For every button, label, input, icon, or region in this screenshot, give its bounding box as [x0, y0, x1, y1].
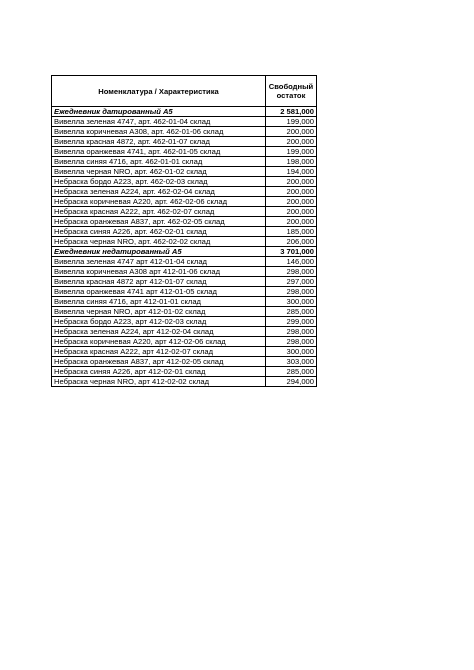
item-quantity-cell: 200,000 [266, 187, 317, 197]
item-quantity-cell: 198,000 [266, 157, 317, 167]
column-header-name: Номенклатура / Характеристика [52, 76, 266, 107]
item-name-cell: Вивелла красная 4872 арт 412-01-07 склад [52, 277, 266, 287]
table-row [52, 367, 317, 377]
item-name-cell: Вивелла зеленая 4747, арт. 462-01-04 склад [52, 117, 266, 127]
item-name-cell: Небраска красная А222, арт 412-02-07 склад [52, 347, 266, 357]
item-name-cell: Небраска синяя А226, арт. 462-02-01 склад [52, 227, 266, 237]
group-total: 3 701,000 [266, 247, 317, 257]
item-quantity-cell: 200,000 [266, 177, 317, 187]
item-name-cell: Вивелла черная NRO, арт 412-01-02 склад [52, 307, 266, 317]
table-row [52, 117, 317, 127]
item-quantity-cell: 298,000 [266, 267, 317, 277]
item-quantity-cell: 185,000 [266, 227, 317, 237]
table-row [52, 167, 317, 177]
item-name-cell: Небраска оранжевая А837, арт. 462-02-05 склад [52, 217, 266, 227]
item-quantity-cell: 200,000 [266, 127, 317, 137]
item-name-cell: Вивелла красная 4872, арт. 462-01-07 склад [52, 137, 266, 147]
table-header [52, 76, 317, 107]
item-quantity-cell: 200,000 [266, 207, 317, 217]
table-row [52, 307, 317, 317]
item-name-cell: Небраска синяя А226, арт 412-02-01 склад [52, 367, 266, 377]
item-name-cell: Небраска бордо А223, арт. 462-02-03 склад [52, 177, 266, 187]
item-quantity-cell: 146,000 [266, 257, 317, 267]
group-total: 2 581,000 [266, 107, 317, 117]
item-name-cell: Небраска оранжевая А837, арт 412-02-05 склад [52, 357, 266, 367]
item-name-cell: Вивелла оранжевая 4741, арт. 462-01-05 склад [52, 147, 266, 157]
table-row [52, 327, 317, 337]
item-name-cell: Небраска бордо А223, арт 412-02-03 склад [52, 317, 266, 327]
item-quantity-cell: 200,000 [266, 137, 317, 147]
table-row [52, 287, 317, 297]
table-row [52, 197, 317, 207]
header-row [52, 76, 317, 107]
item-quantity-cell: 300,000 [266, 347, 317, 357]
table-row [52, 317, 317, 327]
table-body [52, 107, 317, 387]
table-row [52, 207, 317, 217]
table-row [52, 347, 317, 357]
table-row [52, 187, 317, 197]
item-name-cell: Вивелла коричневая А308 арт 412-01-06 склад [52, 267, 266, 277]
group-row [52, 247, 317, 257]
table-row [52, 257, 317, 267]
item-quantity-cell: 298,000 [266, 327, 317, 337]
table-row [52, 177, 317, 187]
item-name-cell: Небраска коричневая А220, арт 412-02-06 склад [52, 337, 266, 347]
item-quantity-cell: 194,000 [266, 167, 317, 177]
item-name-cell: Небраска коричневая А220, арт. 462-02-06 склад [52, 197, 266, 207]
item-name-cell: Вивелла синяя 4716, арт. 462-01-01 склад [52, 157, 266, 167]
item-quantity-cell: 206,000 [266, 237, 317, 247]
item-quantity-cell: 199,000 [266, 147, 317, 157]
group-title: Ежедневник недатированный А5 [52, 247, 266, 257]
item-quantity-cell: 285,000 [266, 367, 317, 377]
table-row [52, 227, 317, 237]
column-header-free-stock: Свободный остаток [266, 76, 317, 107]
item-quantity-cell: 303,000 [266, 357, 317, 367]
item-quantity-cell: 298,000 [266, 337, 317, 347]
item-quantity-cell: 200,000 [266, 197, 317, 207]
item-quantity-cell: 300,000 [266, 297, 317, 307]
item-name-cell: Небраска черная NRO, арт. 462-02-02 склад [52, 237, 266, 247]
table-row [52, 137, 317, 147]
item-quantity-cell: 200,000 [266, 217, 317, 227]
table-row [52, 267, 317, 277]
group-row [52, 107, 317, 117]
stock-table [51, 75, 317, 387]
table-row [52, 277, 317, 287]
item-name-cell: Вивелла зеленая 4747 арт 412-01-04 склад [52, 257, 266, 267]
item-name-cell: Небраска черная NRO, арт 412-02-02 склад [52, 377, 266, 387]
table-row [52, 147, 317, 157]
item-quantity-cell: 199,000 [266, 117, 317, 127]
table-row [52, 127, 317, 137]
item-name-cell: Небраска красная А222, арт. 462-02-07 склад [52, 207, 266, 217]
item-name-cell: Небраска зеленая А224, арт. 462-02-04 склад [52, 187, 266, 197]
item-name-cell: Небраска зеленая А224, арт 412-02-04 склад [52, 327, 266, 337]
item-name-cell: Вивелла черная NRO, арт. 462-01-02 склад [52, 167, 266, 177]
item-quantity-cell: 285,000 [266, 307, 317, 317]
item-quantity-cell: 298,000 [266, 287, 317, 297]
item-name-cell: Вивелла синяя 4716, арт 412-01-01 склад [52, 297, 266, 307]
item-name-cell: Вивелла оранжевая 4741 арт 412-01-05 склад [52, 287, 266, 297]
table-row [52, 157, 317, 167]
table-row [52, 217, 317, 227]
table-row [52, 377, 317, 387]
item-quantity-cell: 297,000 [266, 277, 317, 287]
stock-sheet [51, 75, 317, 387]
table-row [52, 297, 317, 307]
table-row [52, 337, 317, 347]
group-title: Ежедневник датированный А5 [52, 107, 266, 117]
item-name-cell: Вивелла коричневая А308, арт. 462-01-06 склад [52, 127, 266, 137]
table-row [52, 357, 317, 367]
table-row [52, 237, 317, 247]
item-quantity-cell: 294,000 [266, 377, 317, 387]
item-quantity-cell: 299,000 [266, 317, 317, 327]
